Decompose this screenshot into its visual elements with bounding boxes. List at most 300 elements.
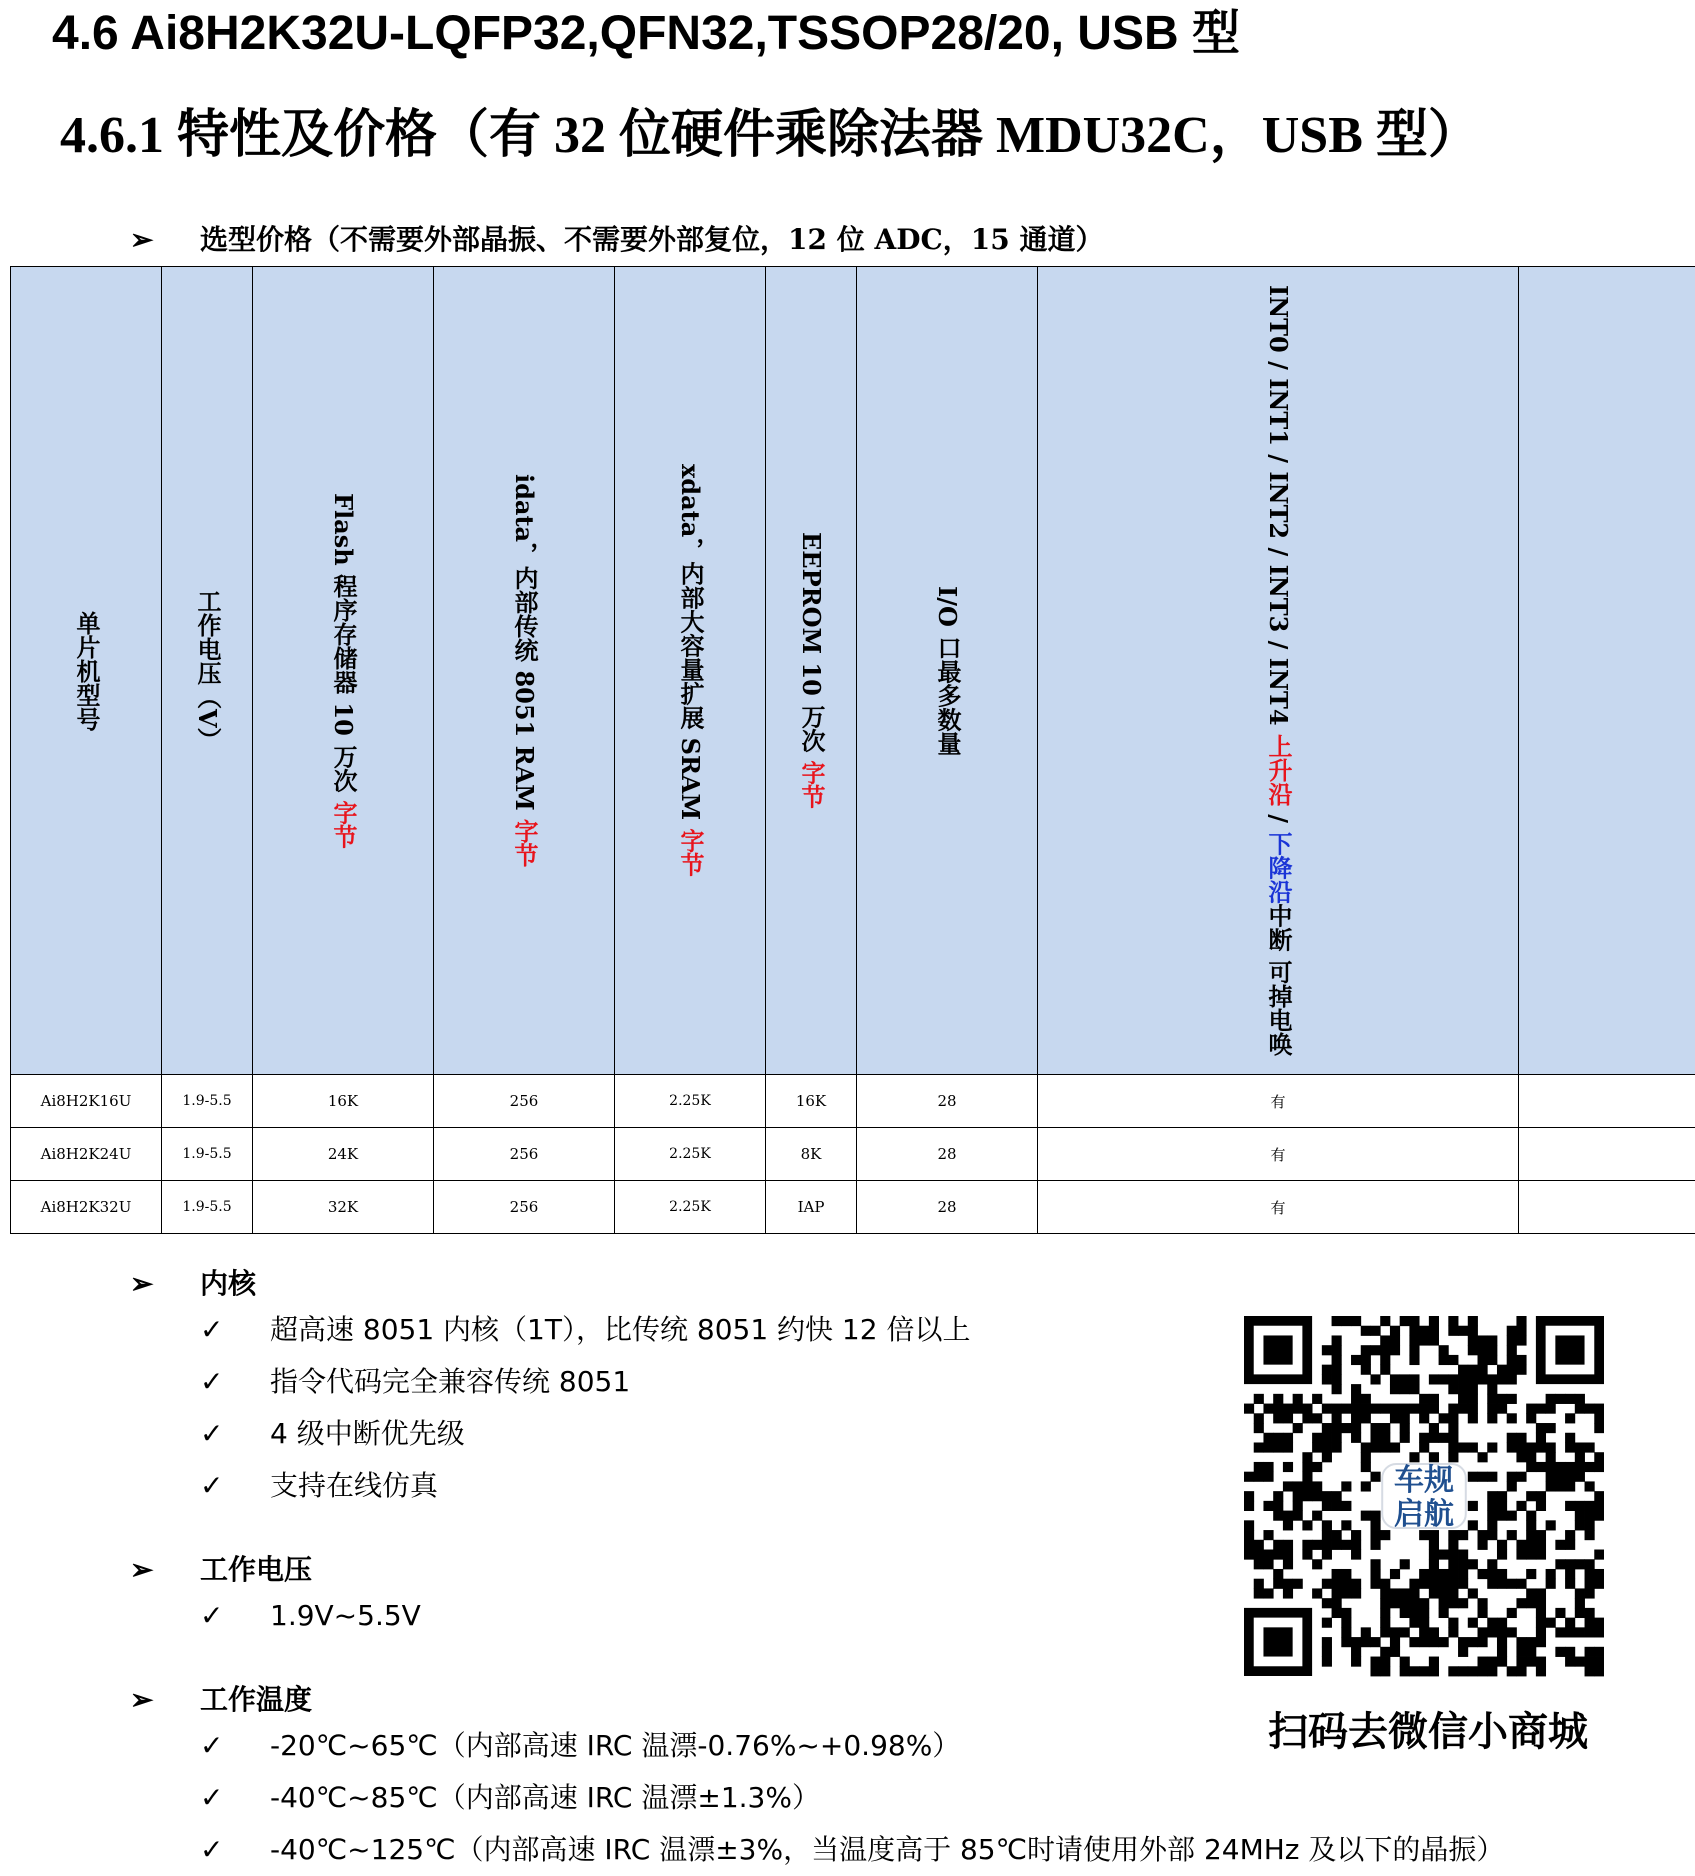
feature-item	[130, 1356, 970, 1408]
qr-module	[1332, 1608, 1342, 1618]
qr-module	[1448, 1413, 1458, 1423]
qr-module	[1419, 1579, 1429, 1589]
qr-module	[1575, 1608, 1585, 1618]
qr-module	[1302, 1550, 1312, 1560]
table-cell: 2.25K	[615, 1128, 766, 1181]
qr-module	[1448, 1423, 1458, 1433]
qr-module	[1575, 1627, 1585, 1637]
qr-module	[1565, 1569, 1575, 1579]
table-cell: 1.9-5.5	[162, 1075, 253, 1128]
qr-module	[1585, 1404, 1595, 1414]
qr-module	[1312, 1442, 1322, 1452]
qr-module	[1497, 1579, 1507, 1589]
qr-module	[1555, 1647, 1565, 1657]
qr-module	[1487, 1657, 1497, 1667]
column-header-text	[1263, 285, 1293, 1056]
qr-module	[1448, 1355, 1458, 1365]
qr-module	[1400, 1404, 1410, 1414]
qr-module	[1458, 1384, 1468, 1394]
qr-module	[1468, 1335, 1478, 1345]
qr-module	[1594, 1452, 1604, 1462]
qr-module	[1439, 1588, 1449, 1598]
qr-module	[1468, 1316, 1478, 1326]
feature-item-text: -40℃~125℃（内部高速 IRC 温漂±3%，当温度高于 85℃时请使用外部 24MHz 及以下的晶振）	[270, 1833, 1504, 1866]
qr-module	[1516, 1647, 1526, 1657]
qr-module	[1458, 1647, 1468, 1657]
qr-module	[1341, 1588, 1351, 1598]
table-cell: 有	[1038, 1075, 1519, 1128]
qr-module	[1429, 1394, 1439, 1404]
qr-module	[1575, 1452, 1585, 1462]
qr-module	[1585, 1569, 1595, 1579]
qr-module	[1555, 1540, 1565, 1550]
qr-module	[1575, 1404, 1585, 1414]
qr-module	[1390, 1598, 1400, 1608]
qr-module	[1439, 1579, 1449, 1589]
table-cell: 2.25K	[615, 1075, 766, 1128]
qr-module	[1341, 1569, 1351, 1579]
qr-module	[1468, 1472, 1478, 1482]
qr-module	[1341, 1404, 1351, 1414]
qr-module	[1370, 1433, 1380, 1443]
qr-module	[1516, 1501, 1526, 1511]
qr-module	[1594, 1511, 1604, 1521]
qr-module	[1429, 1569, 1439, 1579]
qr-module	[1516, 1637, 1526, 1647]
qr-module	[1448, 1374, 1458, 1384]
qr-module	[1361, 1637, 1371, 1647]
qr-module	[1546, 1452, 1556, 1462]
qr-module	[1419, 1335, 1429, 1345]
qr-module	[1458, 1374, 1468, 1384]
qr-module	[1448, 1540, 1458, 1550]
qr-module	[1497, 1550, 1507, 1560]
qr-module	[1468, 1365, 1478, 1375]
qr-module	[1380, 1598, 1390, 1608]
qr-module	[1283, 1559, 1293, 1569]
qr-module	[1409, 1316, 1419, 1326]
qr-module	[1263, 1404, 1273, 1414]
qr-module	[1565, 1540, 1575, 1550]
qr-module	[1322, 1530, 1332, 1540]
qr-module	[1380, 1608, 1390, 1618]
qr-module	[1322, 1423, 1332, 1433]
qr-module	[1526, 1511, 1536, 1521]
qr-center-label: 车规	[1394, 1463, 1454, 1498]
qr-module	[1536, 1637, 1546, 1647]
qr-module	[1478, 1345, 1488, 1355]
qr-module	[1332, 1579, 1342, 1589]
qr-module	[1429, 1540, 1439, 1550]
qr-module	[1273, 1501, 1283, 1511]
qr-module	[1448, 1627, 1458, 1637]
qr-module	[1409, 1404, 1419, 1414]
qr-module	[1575, 1511, 1585, 1521]
qr-module	[1361, 1413, 1371, 1423]
qr-module	[1332, 1413, 1342, 1423]
qr-module	[1302, 1413, 1312, 1423]
qr-module	[1555, 1481, 1565, 1491]
qr-module	[1351, 1423, 1361, 1433]
qr-module	[1302, 1404, 1312, 1414]
qr-module	[1555, 1394, 1565, 1404]
column-header	[434, 267, 615, 1075]
feature-item	[130, 1824, 1504, 1876]
qr-module	[1263, 1472, 1273, 1482]
qr-module	[1273, 1433, 1283, 1443]
qr-module	[1293, 1501, 1303, 1511]
qr-module	[1546, 1442, 1556, 1452]
header-row	[11, 267, 1695, 539]
qr-module	[1254, 1394, 1264, 1404]
qr-module	[1390, 1404, 1400, 1414]
qr-module	[1322, 1647, 1332, 1657]
qr-module	[1487, 1627, 1497, 1637]
qr-module	[1283, 1481, 1293, 1491]
qr-module	[1507, 1374, 1517, 1384]
qr-module	[1380, 1404, 1390, 1414]
qr-module	[1351, 1579, 1361, 1589]
qr-module	[1555, 1559, 1565, 1569]
qr-module	[1536, 1540, 1546, 1550]
qr-module	[1448, 1588, 1458, 1598]
qr-module	[1283, 1550, 1293, 1560]
qr-module	[1263, 1433, 1273, 1443]
qr-module	[1293, 1423, 1303, 1433]
header-text-part: 中断 可掉电唤	[1264, 904, 1293, 1056]
qr-module	[1341, 1618, 1351, 1628]
check-icon: ✓	[200, 1720, 270, 1772]
qr-module	[1516, 1316, 1526, 1326]
qr-module	[1487, 1374, 1497, 1384]
qr-module	[1448, 1550, 1458, 1560]
qr-module	[1370, 1472, 1380, 1482]
qr-module	[1332, 1433, 1342, 1443]
qr-module	[1536, 1657, 1546, 1667]
qr-module	[1575, 1462, 1585, 1472]
qr-module	[1487, 1394, 1497, 1404]
qr-module	[1585, 1618, 1595, 1628]
column-header	[615, 267, 766, 1075]
qr-module	[1487, 1413, 1497, 1423]
qr-module	[1341, 1608, 1351, 1618]
qr-module	[1448, 1579, 1458, 1589]
qr-module	[1439, 1374, 1449, 1384]
qr-module	[1478, 1637, 1488, 1647]
qr-module	[1419, 1598, 1429, 1608]
table-cell: 1.9-5.5	[162, 1128, 253, 1181]
qr-module	[1536, 1423, 1546, 1433]
qr-module	[1555, 1472, 1565, 1482]
column-header	[1038, 267, 1519, 1075]
qr-module	[1351, 1404, 1361, 1414]
qr-center-label: 启航	[1394, 1497, 1454, 1532]
qr-module	[1478, 1530, 1488, 1540]
qr-module	[1594, 1423, 1604, 1433]
arrow-bullet-icon: ➢	[130, 1264, 200, 1304]
qr-module	[1351, 1530, 1361, 1540]
qr-module	[1448, 1598, 1458, 1608]
qr-module	[1419, 1569, 1429, 1579]
header-text-part: 字节	[329, 800, 358, 848]
feature-item-text: 1.9V~5.5V	[270, 1599, 421, 1632]
qr-module	[1302, 1520, 1312, 1530]
qr-module	[1575, 1559, 1585, 1569]
qr-module	[1565, 1627, 1575, 1637]
qr-module	[1380, 1579, 1390, 1589]
qr-module	[1351, 1540, 1361, 1550]
qr-module	[1546, 1404, 1556, 1414]
feature-item-text: 超高速 8051 内核（1T），比传统 8051 约快 12 倍以上	[270, 1313, 970, 1346]
qr-module	[1536, 1627, 1546, 1637]
qr-module	[1429, 1666, 1439, 1676]
qr-module	[1526, 1569, 1536, 1579]
qr-module	[1322, 1657, 1332, 1667]
qr-module	[1409, 1579, 1419, 1589]
qr-module	[1565, 1394, 1575, 1404]
qr-module	[1458, 1569, 1468, 1579]
qr-module	[1497, 1657, 1507, 1667]
qr-module	[1448, 1433, 1458, 1443]
qr-module	[1468, 1666, 1478, 1676]
qr-module	[1409, 1637, 1419, 1647]
qr-module	[1468, 1520, 1478, 1530]
feature-item-text: 指令代码完全兼容传统 8051	[270, 1365, 630, 1398]
qr-module	[1322, 1374, 1332, 1384]
qr-module	[1507, 1326, 1517, 1336]
column-header-text	[796, 532, 826, 809]
qr-module	[1536, 1442, 1546, 1452]
qr-module	[1458, 1666, 1468, 1676]
qr-module	[1429, 1579, 1439, 1589]
qr-module	[1361, 1452, 1371, 1462]
qr-module	[1390, 1345, 1400, 1355]
qr-module	[1429, 1452, 1439, 1462]
qr-module	[1429, 1637, 1439, 1647]
qr-module	[1409, 1374, 1419, 1384]
table-cell: 28	[857, 1181, 1038, 1234]
qr-module	[1254, 1472, 1264, 1482]
qr-module	[1585, 1666, 1595, 1676]
qr-module	[1283, 1520, 1293, 1530]
qr-module	[1468, 1618, 1478, 1628]
qr-module	[1526, 1491, 1536, 1501]
qr-module	[1390, 1326, 1400, 1336]
qr-module	[1536, 1588, 1546, 1598]
header-text-part: /	[1264, 806, 1293, 831]
qr-module	[1419, 1326, 1429, 1336]
qr-module	[1254, 1540, 1264, 1550]
feature-item-text: -40℃~85℃（内部高速 IRC 温漂±1.3%）	[270, 1781, 820, 1814]
qr-module	[1536, 1550, 1546, 1560]
qr-module	[1370, 1540, 1380, 1550]
qr-module	[1312, 1481, 1322, 1491]
qr-module	[1439, 1608, 1449, 1618]
qr-module	[1400, 1588, 1410, 1598]
qr-module	[1458, 1637, 1468, 1647]
qr-module	[1380, 1647, 1390, 1657]
qr-module	[1468, 1374, 1478, 1384]
qr-module	[1497, 1618, 1507, 1628]
qr-module	[1575, 1657, 1585, 1667]
qr-module	[1341, 1627, 1351, 1637]
table-cell: 2.25K	[615, 1181, 766, 1234]
qr-module	[1341, 1423, 1351, 1433]
check-icon: ✓	[200, 1408, 270, 1460]
qr-module	[1497, 1501, 1507, 1511]
qr-module	[1546, 1423, 1556, 1433]
qr-module	[1341, 1520, 1351, 1530]
feature-section	[130, 1264, 970, 1512]
qr-module	[1585, 1627, 1595, 1637]
qr-module	[1458, 1598, 1468, 1608]
qr-module	[1468, 1637, 1478, 1647]
table-cell	[1519, 1181, 1695, 1234]
qr-module	[1370, 1374, 1380, 1384]
qr-module	[1565, 1579, 1575, 1589]
qr-module	[1439, 1433, 1449, 1443]
qr-module	[1400, 1559, 1410, 1569]
qr-module	[1487, 1384, 1497, 1394]
qr-module	[1507, 1481, 1517, 1491]
qr-module	[1516, 1540, 1526, 1550]
qr-module	[1575, 1598, 1585, 1608]
qr-module	[1380, 1365, 1390, 1375]
qr-module	[1585, 1657, 1595, 1667]
qr-module	[1273, 1550, 1283, 1560]
qr-module	[1516, 1452, 1526, 1462]
qr-module	[1322, 1452, 1332, 1462]
qr-module	[1516, 1472, 1526, 1482]
header-text-part: 字节	[797, 761, 826, 809]
qr-module	[1429, 1588, 1439, 1598]
column-header	[11, 267, 162, 1075]
qr-module	[1478, 1452, 1488, 1462]
qr-module	[1370, 1569, 1380, 1579]
qr-module	[1439, 1413, 1449, 1423]
qr-module	[1594, 1618, 1604, 1628]
qr-module	[1555, 1627, 1565, 1637]
qr-module	[1565, 1462, 1575, 1472]
qr-module	[1594, 1413, 1604, 1423]
qr-module	[1400, 1316, 1410, 1326]
qr-module	[1293, 1579, 1303, 1589]
qr-module	[1507, 1335, 1517, 1345]
qr-module	[1322, 1540, 1332, 1550]
subsection-heading: 4.6.1 特性及价格（有 32 位硬件乘除法器 MDU32C，USB 型）	[60, 104, 1480, 168]
column-header	[162, 267, 253, 1075]
header-text-part: 单片机型号	[72, 611, 101, 731]
column-header	[1519, 267, 1695, 1075]
qr-module	[1244, 1520, 1254, 1530]
qr-module	[1585, 1559, 1595, 1569]
qr-module	[1594, 1657, 1604, 1667]
qr-module	[1555, 1462, 1565, 1472]
qr-module	[1409, 1326, 1419, 1336]
qr-module	[1575, 1442, 1585, 1452]
model-cell: Ai8H2K24U	[11, 1128, 162, 1181]
qr-module	[1478, 1608, 1488, 1618]
qr-module	[1332, 1530, 1342, 1540]
qr-finder-pattern	[1555, 1335, 1584, 1364]
qr-module	[1332, 1365, 1342, 1375]
qr-module	[1332, 1569, 1342, 1579]
qr-module	[1332, 1598, 1342, 1608]
qr-module	[1254, 1462, 1264, 1472]
qr-module	[1332, 1316, 1342, 1326]
qr-module	[1585, 1530, 1595, 1540]
qr-module	[1380, 1316, 1390, 1326]
column-header-text	[509, 474, 539, 867]
feature-section-title-text: 内核	[200, 1267, 256, 1300]
feature-section-title	[130, 1264, 970, 1304]
qr-module	[1429, 1404, 1439, 1414]
qr-module	[1575, 1588, 1585, 1598]
qr-module	[1263, 1550, 1273, 1560]
qr-module	[1565, 1530, 1575, 1540]
qr-module	[1448, 1316, 1458, 1326]
qr-module	[1526, 1404, 1536, 1414]
qr-module	[1536, 1491, 1546, 1501]
qr-module	[1546, 1472, 1556, 1482]
qr-code[interactable]	[1244, 1316, 1604, 1682]
qr-module	[1468, 1345, 1478, 1355]
qr-module	[1448, 1618, 1458, 1628]
qr-module	[1341, 1579, 1351, 1589]
qr-module	[1526, 1657, 1536, 1667]
qr-module	[1312, 1394, 1322, 1404]
qr-module	[1448, 1442, 1458, 1452]
table-cell: 256	[434, 1128, 615, 1181]
feature-section-title-text: 工作电压	[200, 1553, 312, 1586]
qr-module	[1283, 1579, 1293, 1589]
qr-module	[1478, 1335, 1488, 1345]
qr-module	[1273, 1511, 1283, 1521]
qr-module	[1439, 1355, 1449, 1365]
section-heading: 4.6 Ai8H2K32U-LQFP32,QFN32,TSSOP28/20, USB 型	[52, 4, 1240, 64]
qr-module	[1361, 1511, 1371, 1521]
column-header-text	[71, 611, 101, 731]
qr-module	[1487, 1511, 1497, 1521]
qr-module	[1487, 1442, 1497, 1452]
qr-module	[1332, 1491, 1342, 1501]
qr-module	[1594, 1647, 1604, 1657]
qr-module	[1458, 1530, 1468, 1540]
qr-module	[1565, 1618, 1575, 1628]
qr-module	[1419, 1442, 1429, 1452]
qr-module	[1361, 1462, 1371, 1472]
qr-module	[1273, 1404, 1283, 1414]
qr-module	[1351, 1657, 1361, 1667]
qr-module	[1565, 1433, 1575, 1443]
qr-module	[1332, 1540, 1342, 1550]
qr-module	[1448, 1326, 1458, 1336]
qr-module	[1322, 1637, 1332, 1647]
qr-module	[1254, 1588, 1264, 1598]
qr-module	[1546, 1394, 1556, 1404]
qr-module	[1536, 1618, 1546, 1628]
qr-module	[1380, 1433, 1390, 1443]
qr-module	[1302, 1472, 1312, 1482]
qr-module	[1351, 1316, 1361, 1326]
table-cell: 24K	[253, 1128, 434, 1181]
qr-module	[1536, 1608, 1546, 1618]
qr-module	[1458, 1326, 1468, 1336]
qr-module	[1322, 1365, 1332, 1375]
qr-module	[1409, 1588, 1419, 1598]
qr-module	[1448, 1404, 1458, 1414]
header-text-part: 字节	[510, 819, 539, 867]
